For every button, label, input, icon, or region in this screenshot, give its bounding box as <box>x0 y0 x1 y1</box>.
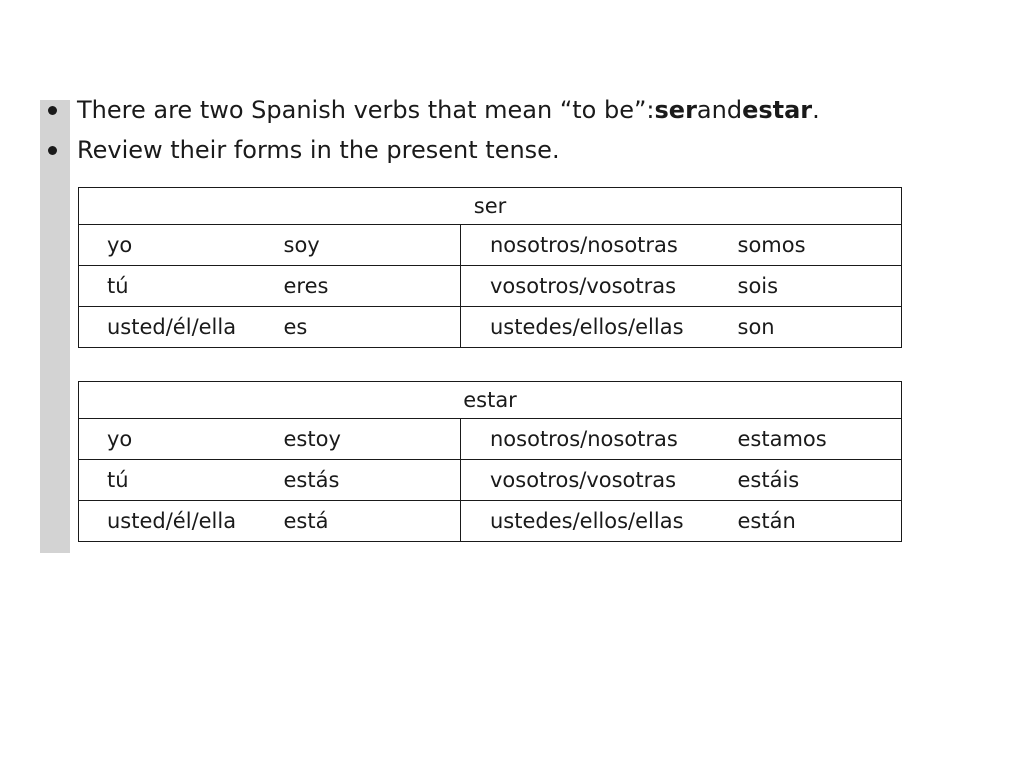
bullet-text-start: There are two Spanish verbs that mean “to be”: <box>77 96 655 124</box>
plural-pronoun-cell: nosotros/nosotras <box>461 225 738 266</box>
ser-conjugation-table <box>78 187 902 348</box>
bullet-text: Review their forms in the present tense. <box>77 136 560 164</box>
pronoun-cell: usted/él/ella <box>79 501 284 542</box>
plural-form-cell: estáis <box>738 460 902 501</box>
form-cell: eres <box>284 266 461 307</box>
table-row <box>79 307 902 348</box>
form-cell: está <box>284 501 461 542</box>
plural-pronoun-cell: vosotros/vosotras <box>461 460 738 501</box>
bullet-item <box>48 130 820 170</box>
bullet-item <box>48 90 820 130</box>
table-row <box>79 501 902 542</box>
bullet-text-end: . <box>812 96 820 124</box>
form-cell: estás <box>284 460 461 501</box>
estar-conjugation-table <box>78 381 902 542</box>
table-row <box>79 266 902 307</box>
plural-pronoun-cell: nosotros/nosotras <box>461 419 738 460</box>
table-row <box>79 419 902 460</box>
table-title: ser <box>79 188 902 225</box>
plural-form-cell: sois <box>738 266 902 307</box>
pronoun-cell: usted/él/ella <box>79 307 284 348</box>
bullet-dot-icon <box>48 106 57 115</box>
pronoun-cell: yo <box>79 419 284 460</box>
bullet-bold-estar: estar <box>742 96 813 124</box>
plural-form-cell: estamos <box>738 419 902 460</box>
bullet-bold-ser: ser <box>654 96 697 124</box>
bullet-dot-icon <box>48 146 57 155</box>
plural-form-cell: están <box>738 501 902 542</box>
plural-pronoun-cell: vosotros/vosotras <box>461 266 738 307</box>
plural-pronoun-cell: ustedes/ellos/ellas <box>461 501 738 542</box>
plural-pronoun-cell: ustedes/ellos/ellas <box>461 307 738 348</box>
table-row <box>79 225 902 266</box>
table-title: estar <box>79 382 902 419</box>
bullet-text-middle: and <box>696 96 743 124</box>
pronoun-cell: yo <box>79 225 284 266</box>
bullet-list <box>48 90 820 170</box>
plural-form-cell: somos <box>738 225 902 266</box>
form-cell: soy <box>284 225 461 266</box>
plural-form-cell: son <box>738 307 902 348</box>
form-cell: estoy <box>284 419 461 460</box>
pronoun-cell: tú <box>79 460 284 501</box>
pronoun-cell: tú <box>79 266 284 307</box>
table-row <box>79 460 902 501</box>
form-cell: es <box>284 307 461 348</box>
